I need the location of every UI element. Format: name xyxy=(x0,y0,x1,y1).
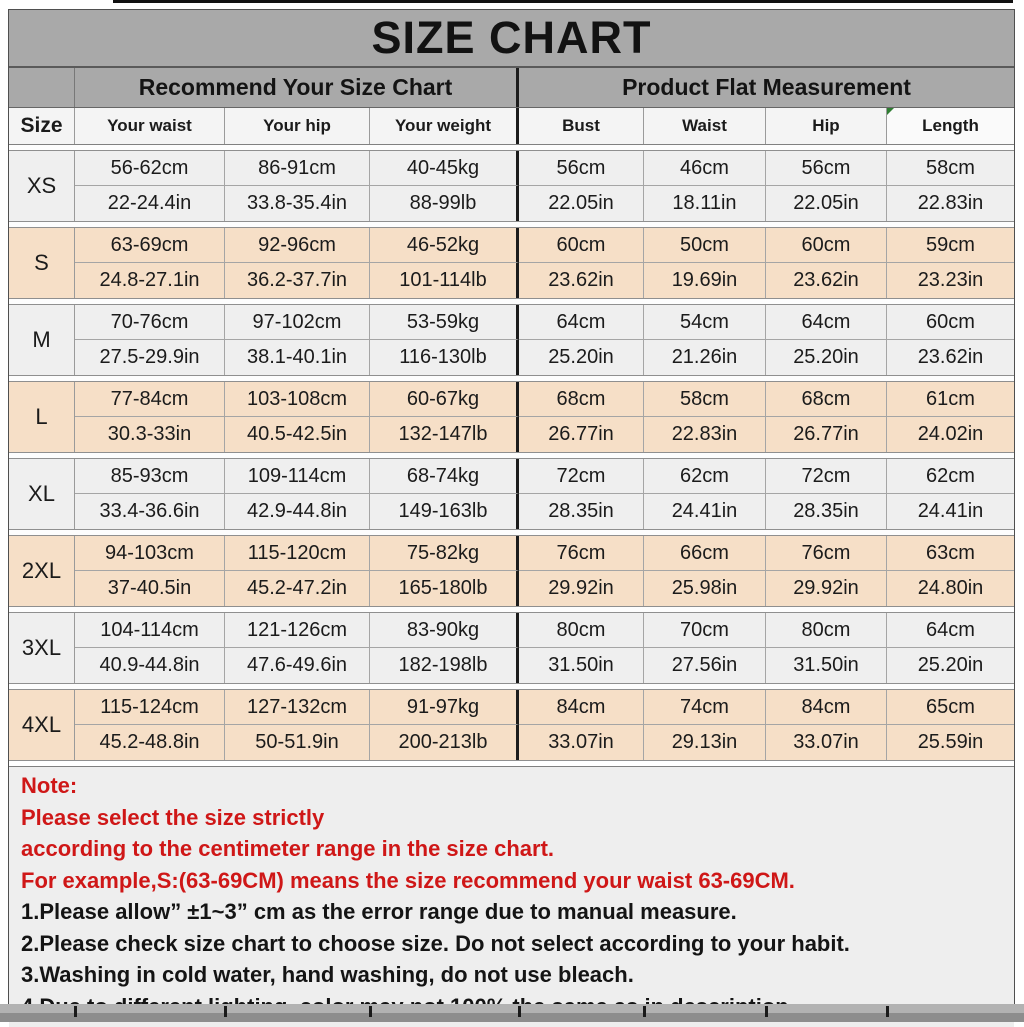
column-header-bust: Bust xyxy=(519,108,644,144)
table-row-xs xyxy=(9,150,1014,222)
your-waist-cm: 77-84cm xyxy=(75,382,225,417)
note-line-black: 1.Please allow” ±1~3” cm as the error range due to manual measure. xyxy=(21,899,737,924)
bust-cm: 60cm xyxy=(519,228,644,263)
table-row-s xyxy=(9,227,1014,299)
waist-in: 21.26in xyxy=(644,340,766,375)
bust-cm: 56cm xyxy=(519,151,644,186)
column-header-your-weight: Your weight xyxy=(370,108,519,144)
your-hip-cm: 115-120cm xyxy=(225,536,370,571)
waist-cm: 66cm xyxy=(644,536,766,571)
waist-cm: 70cm xyxy=(644,613,766,648)
hip-cm: 68cm xyxy=(766,382,887,417)
note-line-black: 3.Washing in cold water, hand washing, do not use bleach. xyxy=(21,962,634,987)
size-label: 3XL xyxy=(9,613,75,683)
length-cm: 58cm xyxy=(887,151,1014,186)
hip-in: 28.35in xyxy=(766,494,887,529)
your-weight-kg: 46-52kg xyxy=(370,228,519,263)
tick-mark xyxy=(369,1006,372,1017)
hip-cm: 76cm xyxy=(766,536,887,571)
your-weight-kg: 40-45kg xyxy=(370,151,519,186)
your-waist-cm: 70-76cm xyxy=(75,305,225,340)
bust-cm: 64cm xyxy=(519,305,644,340)
size-label: S xyxy=(9,228,75,298)
bust-in: 25.20in xyxy=(519,340,644,375)
size-chart-sheet xyxy=(8,9,1015,1004)
tick-mark xyxy=(74,1006,77,1017)
bottom-dark-band xyxy=(0,1013,1024,1022)
waist-in: 25.98in xyxy=(644,571,766,606)
note-line-black: 2.Please check size chart to choose size. Do not select according to your habit. xyxy=(21,930,850,956)
bust-cm: 80cm xyxy=(519,613,644,648)
size-label: XS xyxy=(9,151,75,221)
length-in: 24.41in xyxy=(917,500,984,522)
waist-in: 24.41in xyxy=(644,494,766,529)
waist-cm: 74cm xyxy=(644,690,766,725)
tick-mark xyxy=(886,1006,889,1017)
hip-in: 33.07in xyxy=(766,725,887,760)
page-title: SIZE CHART xyxy=(9,10,1014,68)
table-row-xl xyxy=(9,458,1014,530)
your-hip-in: 42.9-44.8in xyxy=(225,494,370,529)
bust-in: 23.62in xyxy=(519,263,644,298)
waist-in: 19.69in xyxy=(644,263,766,298)
hip-in: 23.62in xyxy=(766,263,887,298)
your-waist-in: 24.8-27.1in xyxy=(75,263,225,298)
hip-cm: 60cm xyxy=(766,228,887,263)
your-hip-cm: 103-108cm xyxy=(225,382,370,417)
hip-cm: 84cm xyxy=(766,690,887,725)
size-label: XL xyxy=(9,459,75,529)
your-hip-in: 36.2-37.7in xyxy=(225,263,370,298)
your-waist-in: 40.9-44.8in xyxy=(75,648,225,683)
size-label: M xyxy=(9,305,75,375)
length-cm: 65cm xyxy=(887,690,1014,725)
your-waist-cm: 94-103cm xyxy=(75,536,225,571)
column-header-waist: Waist xyxy=(644,108,766,144)
column-header-length xyxy=(887,108,1014,144)
your-weight-lb: 101-114lb xyxy=(370,263,519,298)
your-waist-in: 37-40.5in xyxy=(75,571,225,606)
your-waist-cm: 115-124cm xyxy=(75,690,225,725)
bust-cm: 84cm xyxy=(519,690,644,725)
length-in: 23.62in xyxy=(917,346,984,368)
tick-mark xyxy=(518,1006,521,1017)
your-waist-cm: 56-62cm xyxy=(75,151,225,186)
waist-cm: 58cm xyxy=(644,382,766,417)
your-weight-lb: 182-198lb xyxy=(370,648,519,683)
bust-cm: 68cm xyxy=(519,382,644,417)
table-row-3xl xyxy=(9,612,1014,684)
column-header-your-waist: Your waist xyxy=(75,108,225,144)
waist-cm: 62cm xyxy=(644,459,766,494)
your-weight-kg: 75-82kg xyxy=(370,536,519,571)
length-cm: 61cm xyxy=(887,382,1014,417)
note-line-red: Please select the size strictly xyxy=(21,804,325,830)
bust-in: 28.35in xyxy=(519,494,644,529)
your-hip-in: 50-51.9in xyxy=(225,725,370,760)
waist-cm: 54cm xyxy=(644,305,766,340)
your-hip-in: 45.2-47.2in xyxy=(225,571,370,606)
hip-in: 29.92in xyxy=(766,571,887,606)
your-hip-in: 40.5-42.5in xyxy=(225,417,370,452)
note-line-red: Note: xyxy=(21,773,78,798)
your-hip-cm: 86-91cm xyxy=(225,151,370,186)
note-line-red: according to the centimeter range in the size chart. xyxy=(21,836,555,861)
length-in: 22.83in xyxy=(917,192,984,214)
notes-section xyxy=(9,766,1014,1027)
length-in: 24.02in xyxy=(917,423,984,445)
your-hip-cm: 109-114cm xyxy=(225,459,370,494)
waist-in: 27.56in xyxy=(644,648,766,683)
length-cm: 64cm xyxy=(887,613,1014,648)
waist-cm: 46cm xyxy=(644,151,766,186)
tick-mark xyxy=(765,1006,768,1017)
size-label: 4XL xyxy=(9,690,75,760)
waist-in: 22.83in xyxy=(644,417,766,452)
your-weight-kg: 68-74kg xyxy=(370,459,519,494)
your-hip-cm: 92-96cm xyxy=(225,228,370,263)
note-line-red: For example,S:(63-69CM) means the size recommend your waist 63-69CM. xyxy=(21,867,795,893)
your-hip-in: 38.1-40.1in xyxy=(225,340,370,375)
your-weight-kg: 91-97kg xyxy=(370,690,519,725)
your-waist-in: 33.4-36.6in xyxy=(75,494,225,529)
your-waist-cm: 85-93cm xyxy=(75,459,225,494)
your-waist-in: 30.3-33in xyxy=(75,417,225,452)
hip-in: 22.05in xyxy=(766,186,887,221)
hip-cm: 56cm xyxy=(766,151,887,186)
group-header-spacer xyxy=(9,68,75,107)
size-table-body xyxy=(9,145,1014,761)
your-waist-cm: 104-114cm xyxy=(75,613,225,648)
your-weight-lb: 88-99lb xyxy=(370,186,519,221)
size-label: 2XL xyxy=(9,536,75,606)
column-header-length-label: Length xyxy=(922,116,979,135)
group-header-recommend: Recommend Your Size Chart xyxy=(75,68,519,107)
your-weight-kg: 53-59kg xyxy=(370,305,519,340)
group-header-product: Product Flat Measurement xyxy=(622,74,911,100)
length-cm: 62cm xyxy=(887,459,1014,494)
length-cm: 60cm xyxy=(887,305,1014,340)
bust-in: 33.07in xyxy=(519,725,644,760)
bust-in: 22.05in xyxy=(519,186,644,221)
your-weight-lb: 165-180lb xyxy=(370,571,519,606)
your-weight-lb: 116-130lb xyxy=(370,340,519,375)
your-waist-in: 22-24.4in xyxy=(75,186,225,221)
table-row-2xl xyxy=(9,535,1014,607)
hip-in: 31.50in xyxy=(766,648,887,683)
cell-corner-marker xyxy=(887,108,894,115)
your-weight-lb: 200-213lb xyxy=(370,725,519,760)
column-header-your-hip: Your hip xyxy=(225,108,370,144)
your-weight-kg: 60-67kg xyxy=(370,382,519,417)
your-waist-in: 27.5-29.9in xyxy=(75,340,225,375)
table-group-header-row xyxy=(9,68,1014,108)
bust-in: 31.50in xyxy=(519,648,644,683)
bust-cm: 72cm xyxy=(519,459,644,494)
column-header-hip: Hip xyxy=(766,108,887,144)
length-cm: 59cm xyxy=(887,228,1014,263)
size-label: L xyxy=(9,382,75,452)
length-in: 23.23in xyxy=(917,269,984,291)
your-weight-lb: 132-147lb xyxy=(370,417,519,452)
length-in: 24.80in xyxy=(917,577,984,599)
hip-in: 26.77in xyxy=(766,417,887,452)
hip-in: 25.20in xyxy=(766,340,887,375)
length-in: 25.20in xyxy=(917,654,984,676)
top-border-line xyxy=(113,0,1013,3)
column-header-size: Size xyxy=(9,108,75,144)
bust-in: 26.77in xyxy=(519,417,644,452)
your-hip-cm: 127-132cm xyxy=(225,690,370,725)
your-hip-cm: 97-102cm xyxy=(225,305,370,340)
hip-cm: 64cm xyxy=(766,305,887,340)
your-weight-lb: 149-163lb xyxy=(370,494,519,529)
table-row-m xyxy=(9,304,1014,376)
cropped-bottom-strip xyxy=(0,1004,1024,1022)
hip-cm: 80cm xyxy=(766,613,887,648)
table-row-l xyxy=(9,381,1014,453)
length-cm: 63cm xyxy=(887,536,1014,571)
tick-mark xyxy=(643,1006,646,1017)
hip-cm: 72cm xyxy=(766,459,887,494)
tick-mark xyxy=(224,1006,227,1017)
your-waist-cm: 63-69cm xyxy=(75,228,225,263)
your-weight-kg: 83-90kg xyxy=(370,613,519,648)
bust-in: 29.92in xyxy=(519,571,644,606)
waist-in: 29.13in xyxy=(644,725,766,760)
bust-cm: 76cm xyxy=(519,536,644,571)
waist-in: 18.11in xyxy=(644,186,766,221)
your-waist-in: 45.2-48.8in xyxy=(75,725,225,760)
your-hip-cm: 121-126cm xyxy=(225,613,370,648)
your-hip-in: 33.8-35.4in xyxy=(225,186,370,221)
length-in: 25.59in xyxy=(917,731,984,753)
table-row-4xl xyxy=(9,689,1014,761)
table-column-header-row xyxy=(9,108,1014,145)
waist-cm: 50cm xyxy=(644,228,766,263)
your-hip-in: 47.6-49.6in xyxy=(225,648,370,683)
